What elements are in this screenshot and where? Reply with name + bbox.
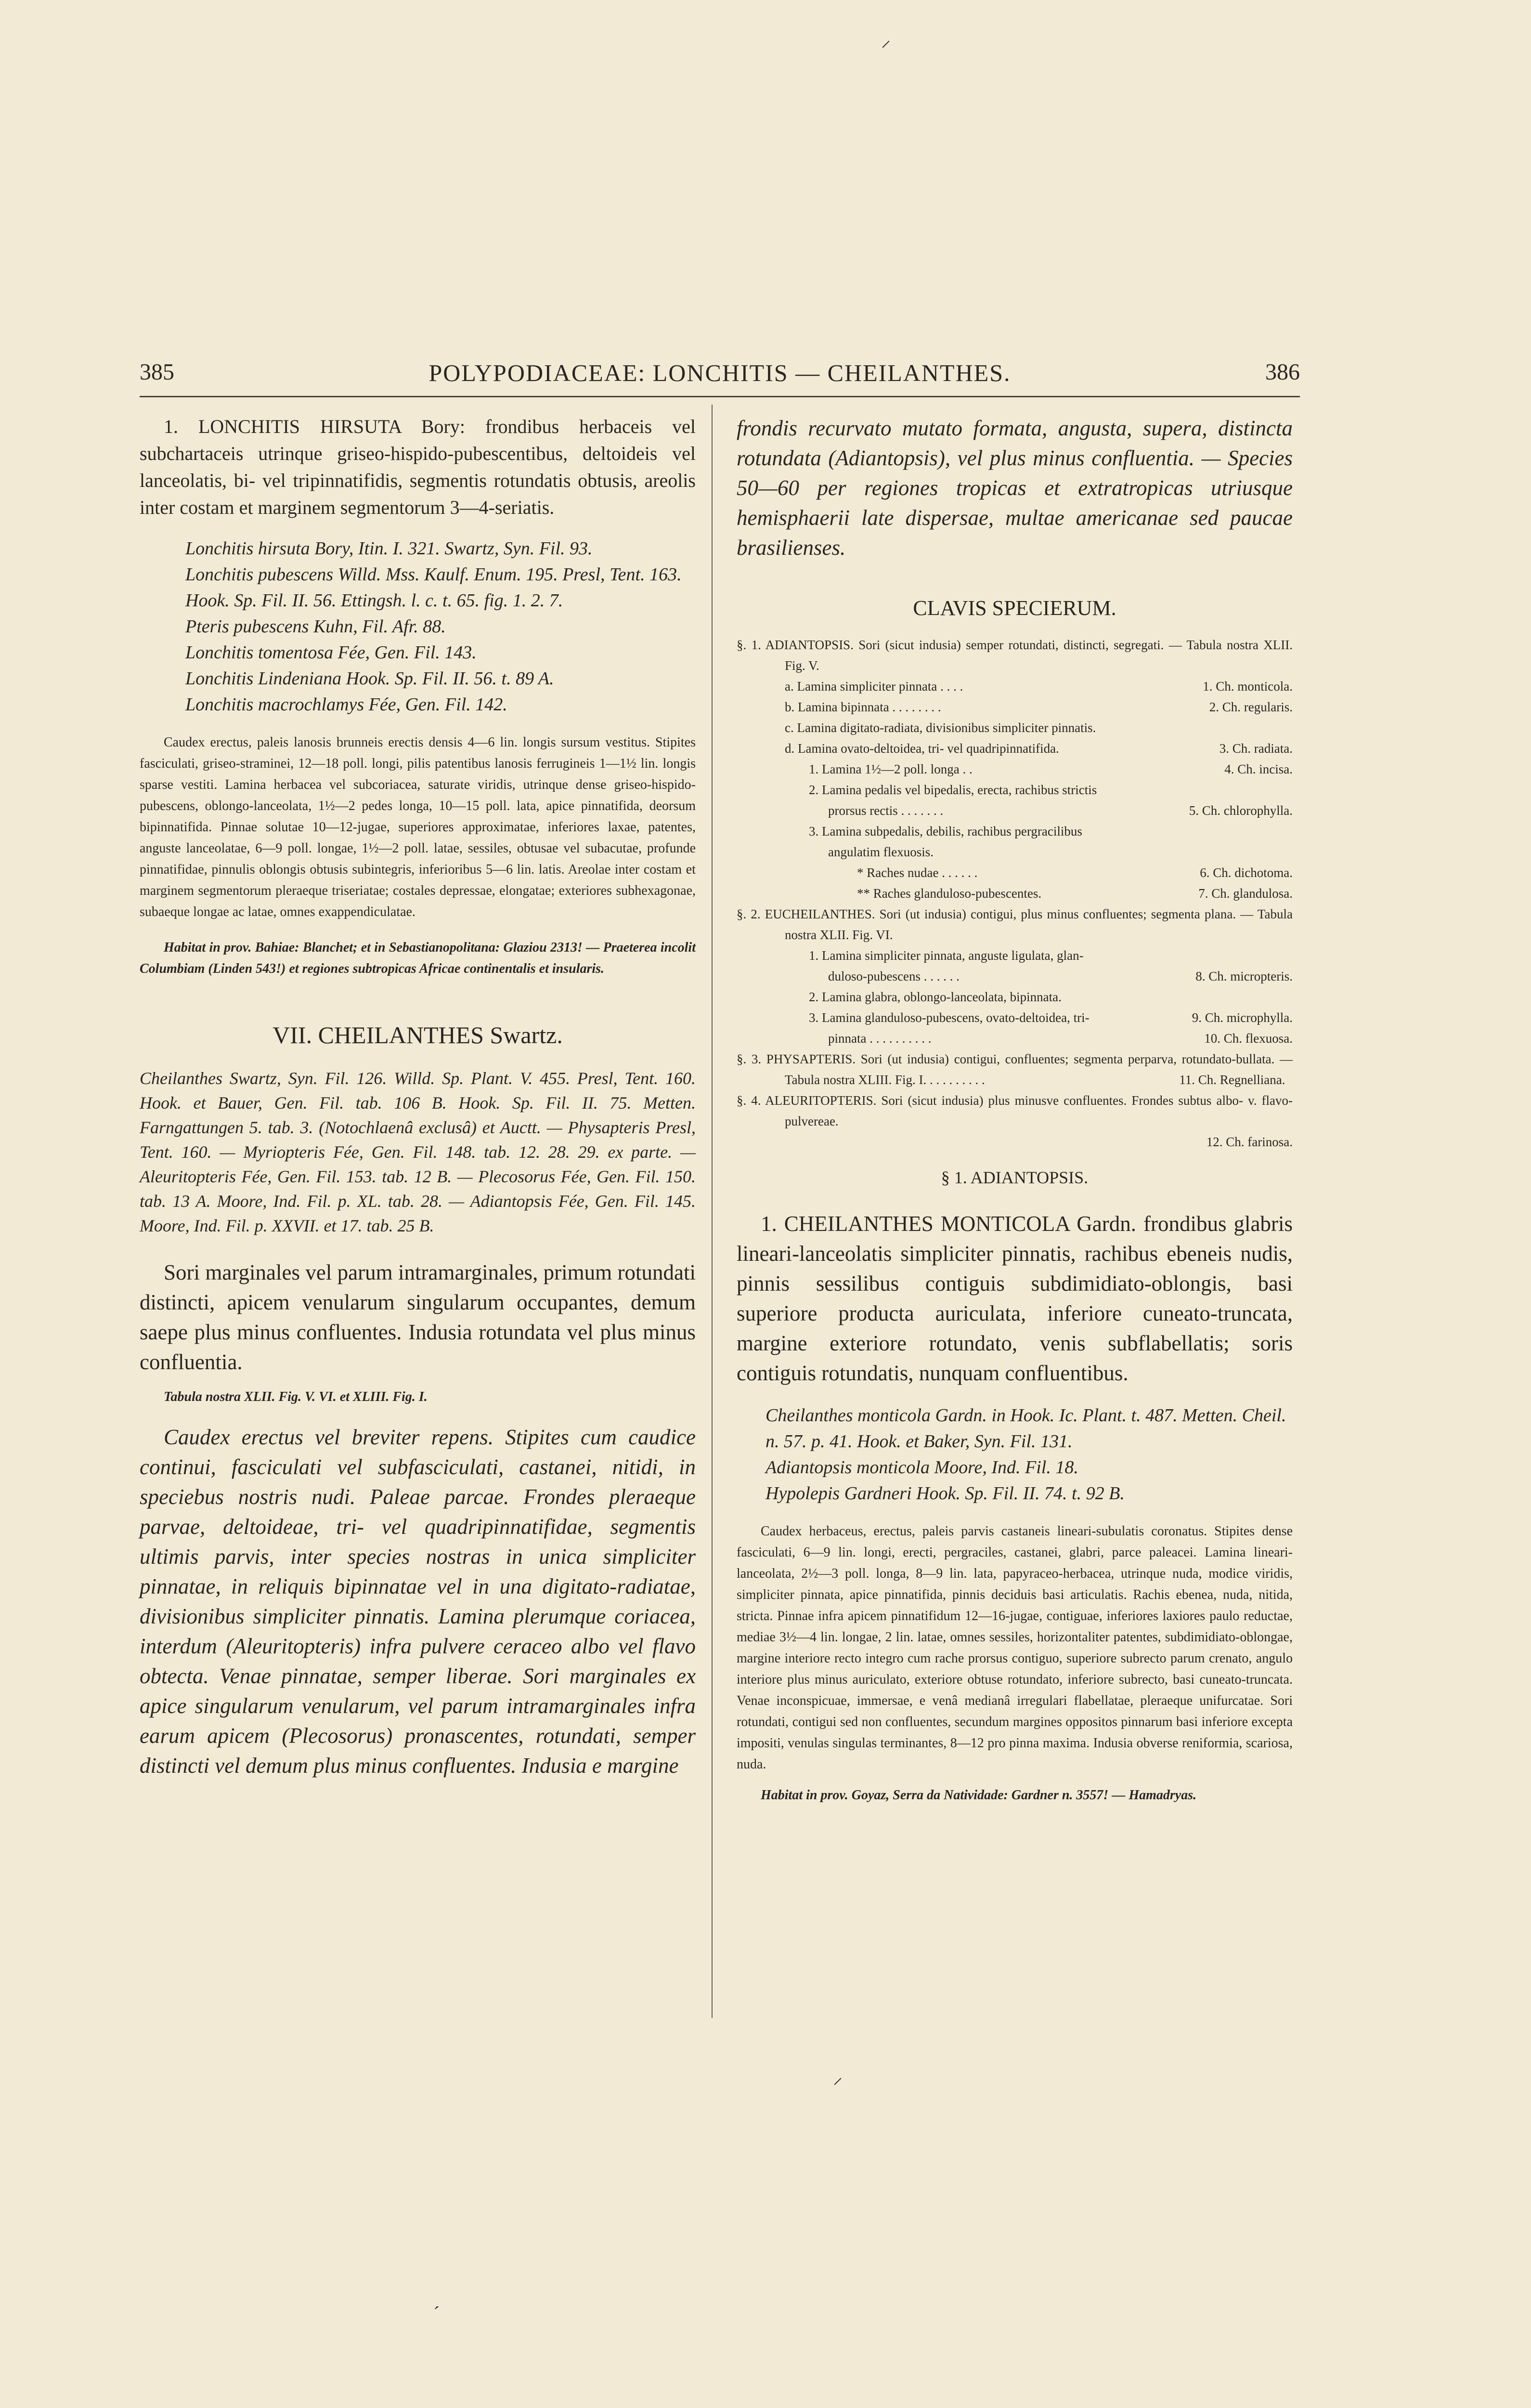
citation: Hypolepis Gardneri Hook. Sp. Fil. II. 74. t. 92 B.: [766, 1483, 1125, 1504]
citation: Lonchitis tomentosa Fée, Gen. Fil. 143.: [185, 642, 477, 663]
key-entry: [737, 842, 1293, 863]
key-entry-text: 2. Lamina glabra, oblongo-lanceolata, bipinnata.: [809, 990, 1062, 1004]
key-entry-text: §. 1. ADIANTOPSIS. Sori (sicut indusia) semper rotundati, distincti, segregati. — Tabula nostra XLII. Fig. V.: [737, 638, 1293, 673]
key-entry-result: 1. Ch. monticola.: [1203, 679, 1293, 694]
key-entry: [737, 635, 1293, 676]
key-entry: [737, 987, 1293, 1008]
plate-reference: Tabula nostra XLII. Fig. V. VI. et XLIII. Fig. I.: [164, 1389, 428, 1404]
species-diagnosis-lonchitis: 1. LONCHITIS HIRSUTA Bory: frondibus herbaceis vel subchartaceis utrinque griseo-hispido-pubescentibus, deltoideis vel lanceolatis, bi- vel tripinnatifidis, segmentis rotundatis obtusis, areolis inter costam et marginem segmentorum 3—4-seriatis.: [140, 416, 696, 518]
key-entry-text: §. 4. ALEURITOPTERIS. Sori (sicut indusia) plus minusve confluentes. Frondes subtus albo- v. flavo-pulvereae.: [737, 1093, 1293, 1128]
key-entry: [737, 738, 1293, 759]
key-entry-text: prorsus rectis . . . . . . .: [828, 803, 944, 818]
key-entry: [737, 883, 1293, 904]
key-entry: [737, 718, 1293, 738]
citation: Pteris pubescens Kuhn, Fil. Afr. 88.: [185, 616, 446, 637]
key-entry-result: 3. Ch. radiata.: [1219, 741, 1293, 756]
key-entry: [737, 966, 1293, 987]
key-heading: CLAVIS SPECIERUM.: [913, 596, 1116, 620]
key-entry-result: 8. Ch. micropteris.: [1195, 969, 1293, 983]
genus-description: Caudex erectus vel breviter repens. Stipites cum caudice continui, fasciculati vel subfasciculati, castanei, nitidi, in speciebus nostris nudi. Paleae parcae. Frondes pleraeque parvae, deltoideae, tri- vel quadripinnatifidae, segmentis ultimis parvis, inter species nostras in unica simpliciter pinnatae, in reliquis bipinnatae vel in una digitato-radiatae, divisionibus simpliciter pinnatis. Lamina plerumque coriacea, interdum (Aleuritopteris) infra pulvere ceraceo albo vel flavo obtecta. Venae pinnatae, semper liberae. Sori marginales ex apice singularum venularum, vel parum intramarginales infra earum apicem (Plecosorus) pronascentes, rotundati, semper distincti vel demum plus minus confluentes. Indusia e margine: [140, 1425, 696, 1778]
key-entry-result: 7. Ch. glandulosa.: [1198, 886, 1293, 901]
key-entry-text: angulatim flexuosis.: [828, 845, 934, 859]
key-entry: [737, 1090, 1293, 1132]
citation-list: [737, 1402, 1293, 1506]
key-entry-text: §. 2. EUCHEILANTHES. Sori (ut indusia) contigui, plus minus confluentes; segmenta plana. — Tabula nostra XLII. Fig. VI.: [737, 907, 1293, 942]
key-entry: [737, 780, 1293, 800]
species-description: Caudex herbaceus, erectus, paleis parvis castaneis lineari-subulatis coronatus. Stipites dense fasciculati, 6—9 lin. longi, erecti, pergraciles, castanei, glabri, parce paleacei. Lamina lineari-lanceolata, 2½—3 poll. longa, 8—9 lin. lata, papyraceo-herbacea, utrinque nuda, modice viridis, simpliciter pinnata, apice pinnatifida, pinnis deciduis basi articulatis. Rachis ebenea, nuda, nitida, stricta. Pinnae infra apicem pinnatifidum 12—16-jugae, contiguae, inferiores laxiores paulo reductae, mediae 3½—4 lin. longae, 2 lin. latae, omnes sessiles, horizontaliter patentes, subdimidiato-oblongae, margine interiore recto integro cum rache prorsus contiguo, superiore subrecto parum crenato, angulo interiore plus minus auriculato, exteriore obtuse rotundato, inferiore subrecto, basi cuneato-truncata. Venae inconspicuae, immersae, e venâ medianâ irregulari flabellatae, pleraeque unifurcatae. Sori rotundati, contigui sed non confluentes, secundum margines oppositos pinnarum basi inferiore excepta impositi, venulas singulas terminantes, 8—12 pro pinna maxima. Indusia obverse reniformia, scariosa, nuda.: [737, 1524, 1293, 1772]
key-entry-result: 9. Ch. microphylla.: [1192, 1010, 1293, 1025]
running-title: POLYPODIACEAE: LONCHITIS — CHEILANTHES.: [428, 359, 1011, 386]
key-entry-text: d. Lamina ovato-deltoidea, tri- vel quadripinnatifida.: [785, 741, 1059, 756]
key-entry: [737, 697, 1293, 718]
genus-character: Sori marginales vel parum intramarginales, primum rotundati distincti, apicem venularum singularum occupantes, demum saepe plus minus confluentes. Indusia rotundata vel plus minus confluentia.: [140, 1260, 696, 1374]
genus-description-continued: frondis recurvato mutato formata, angusta, supera, distincta rotundata (Adiantopsis), vel plus minus confluentia. — Species 50—60 per regiones tropicas et extratropicas utriusque hemisphaerii late dispersae, multae americanae sed paucae brasilienses.: [737, 416, 1293, 560]
habitat-note: Habitat in prov. Goyaz, Serra da Natividade: Gardner n. 3557! — Hamadryas.: [761, 1788, 1197, 1803]
citation: Lonchitis hirsuta Bory, Itin. I. 321. Swartz, Syn. Fil. 93.: [185, 538, 593, 559]
section-heading: § 1. ADIANTOPSIS.: [941, 1168, 1089, 1187]
species-description: Caudex erectus, paleis lanosis brunneis erectis densis 4—6 lin. longis sursum vestitus. Stipites fasciculati, griseo-straminei, 12—18 poll. longi, pilis patentibus lanosis ferrugineis 1—1½ lin. longis sparse vestiti. Lamina herbacea vel subcoriacea, saturate viridis, utrinque dense griseo-hispido-pubescens, oblongo-lanceolata, 1½—2 pedes longa, 10—15 poll. lata, apice pinnatifida, deorsum bipinnatifida. Pinnae solutae 10—12-jugae, superiores approximatae, inferiores laxae, patentes, anguste lanceolatae, 6—9 poll. longae, 1½—2 poll. latae, sessiles, obtusae vel subacutae, profunde pinnatifidae, pinnulis oblongis obtusis subintegris, inferioribus 5—6 lin. latis. Areolae inter costam et marginem segmentorum pleraeque triseriatae; costales depressae, elongatae; exteriores subhexagonae, subaeque longae ac latae, omnes exappendiculatae.: [140, 735, 696, 919]
citation: Adiantopsis monticola Moore, Ind. Fil. 18.: [766, 1457, 1078, 1478]
key-entry-text: duloso-pubescens . . . . . .: [828, 969, 960, 983]
key-entry: [737, 945, 1293, 966]
citation: Lonchitis macrochlamys Fée, Gen. Fil. 142.: [185, 694, 507, 715]
key-entry: [737, 821, 1293, 842]
key-entry-text: 1. Lamina simpliciter pinnata, anguste ligulata, glan-: [809, 948, 1084, 963]
page-number-right: 386: [1265, 359, 1300, 385]
bottom-mark: ˊ: [433, 2303, 440, 2324]
key-entry: [737, 1049, 1293, 1090]
mid-mark: ⸍: [833, 2074, 843, 2096]
key-entry-result: 12. Ch. farinosa.: [1206, 1135, 1293, 1149]
key-entry: [737, 759, 1293, 780]
genus-heading: VII. CHEILANTHES Swartz.: [272, 1021, 563, 1048]
citation: Cheilanthes monticola Gardn. in Hook. Ic. Plant. t. 487. Metten. Cheil. n. 57. p. 41. Hook. et Baker, Syn. Fil. 131.: [766, 1405, 1286, 1452]
left-column: [140, 413, 696, 1780]
citation-list: [140, 536, 696, 718]
page-number-left: 385: [140, 359, 174, 385]
header-rule: [140, 396, 1300, 397]
top-mark: ⸍: [881, 37, 891, 59]
column-divider: [712, 405, 713, 2018]
key-entry-result: 5. Ch. chlorophylla.: [1189, 803, 1293, 818]
key-entry-text: ** Raches glanduloso-pubescentes.: [857, 886, 1042, 901]
key-entry-text: 3. Lamina subpedalis, debilis, rachibus pergracilibus: [809, 824, 1082, 838]
key-entry-result: 10. Ch. flexuosa.: [1204, 1031, 1293, 1046]
key-entry-text: b. Lamina bipinnata . . . . . . . .: [785, 700, 941, 714]
key-entry-result: 6. Ch. dichotoma.: [1200, 865, 1293, 880]
key-entry-text: §. 3. PHYSAPTERIS. Sori (ut indusia) contigui, confluentes; segmenta perparva, rotundato-bullata. — Tabula nostra XLIII. Fig. I. . . . . . . . . .: [737, 1052, 1293, 1087]
key-entry-text: 3. Lamina glanduloso-pubescens, ovato-deltoidea, tri-: [809, 1010, 1090, 1025]
key-entry-text: a. Lamina simpliciter pinnata . . . .: [785, 679, 963, 694]
key-entry-text: 2. Lamina pedalis vel bipedalis, erecta, rachibus strictis: [809, 783, 1097, 797]
running-header: [140, 359, 1300, 393]
species-key: [737, 635, 1293, 1149]
key-entry-result: 4. Ch. incisa.: [1224, 762, 1293, 776]
key-entry: [737, 863, 1293, 883]
habitat-note: Habitat in prov. Bahiae: Blanchet; et in Sebastianopolitana: Glaziou 2313! — Praeterea incolit Columbiam (Linden 543!) et regiones subtropicas Africae continentalis et insularis.: [140, 940, 696, 976]
key-entry-text: * Raches nudae . . . . . .: [857, 865, 978, 880]
key-entry: [737, 1028, 1293, 1049]
key-entry-result: 11. Ch. Regnelliana.: [1179, 1073, 1285, 1087]
key-entry-text: pinnata . . . . . . . . . .: [828, 1031, 932, 1046]
key-entry: [737, 1008, 1293, 1028]
key-entry-text: c. Lamina digitato-radiata, divisionibus simpliciter pinnatis.: [785, 720, 1096, 735]
genus-synonymy: Cheilanthes Swartz, Syn. Fil. 126. Willd. Sp. Plant. V. 455. Presl, Tent. 160. Hook. et Bauer, Gen. Fil. tab. 106 B. Hook. Sp. Fil. II. 75. Metten. Farngattungen 5. tab. 3. (Notochlaenâ exclusâ) et Auctt. — Physapteris Presl, Tent. 160. — Myriopteris Fée, Gen. Fil. 148. tab. 12. 28. 29. ex parte. — Aleuritopteris Fée, Gen. Fil. 153. tab. 12 B. — Plecosorus Fée, Gen. Fil. 150. tab. 13 A. Moore, Ind. Fil. p. XL. tab. 28. — Adiantopsis Fée, Gen. Fil. 145. Moore, Ind. Fil. p. XXVII. et 17. tab. 25 B.: [140, 1069, 696, 1235]
key-entry: [737, 904, 1293, 945]
right-column: [737, 413, 1293, 1806]
key-entry: [737, 800, 1293, 821]
key-entry: [737, 676, 1293, 697]
citation: Lonchitis pubescens Willd. Mss. Kaulf. Enum. 195. Presl, Tent. 163. Hook. Sp. Fil. II. 56. Ettingsh. l. c. t. 65. fig. 1. 2. 7.: [185, 564, 682, 611]
key-entry-text: 1. Lamina 1½—2 poll. longa . .: [809, 762, 973, 776]
species-diagnosis-cheilanthes: 1. CHEILANTHES MONTICOLA Gardn. frondibus glabris lineari-lanceolatis simpliciter pinnatis, rachibus ebeneis nudis, pinnis sessilibus contiguis subdimidiato-oblongis, basi superiore producta auriculata, inferiore cuneato-truncata, margine exteriore rotundato, venis subflabellatis; soris contiguis rotundatis, nunquam confluentibus.: [737, 1212, 1293, 1385]
citation: Lonchitis Lindeniana Hook. Sp. Fil. II. 56. t. 89 A.: [185, 668, 554, 689]
key-entry-result: 2. Ch. regularis.: [1209, 700, 1293, 714]
